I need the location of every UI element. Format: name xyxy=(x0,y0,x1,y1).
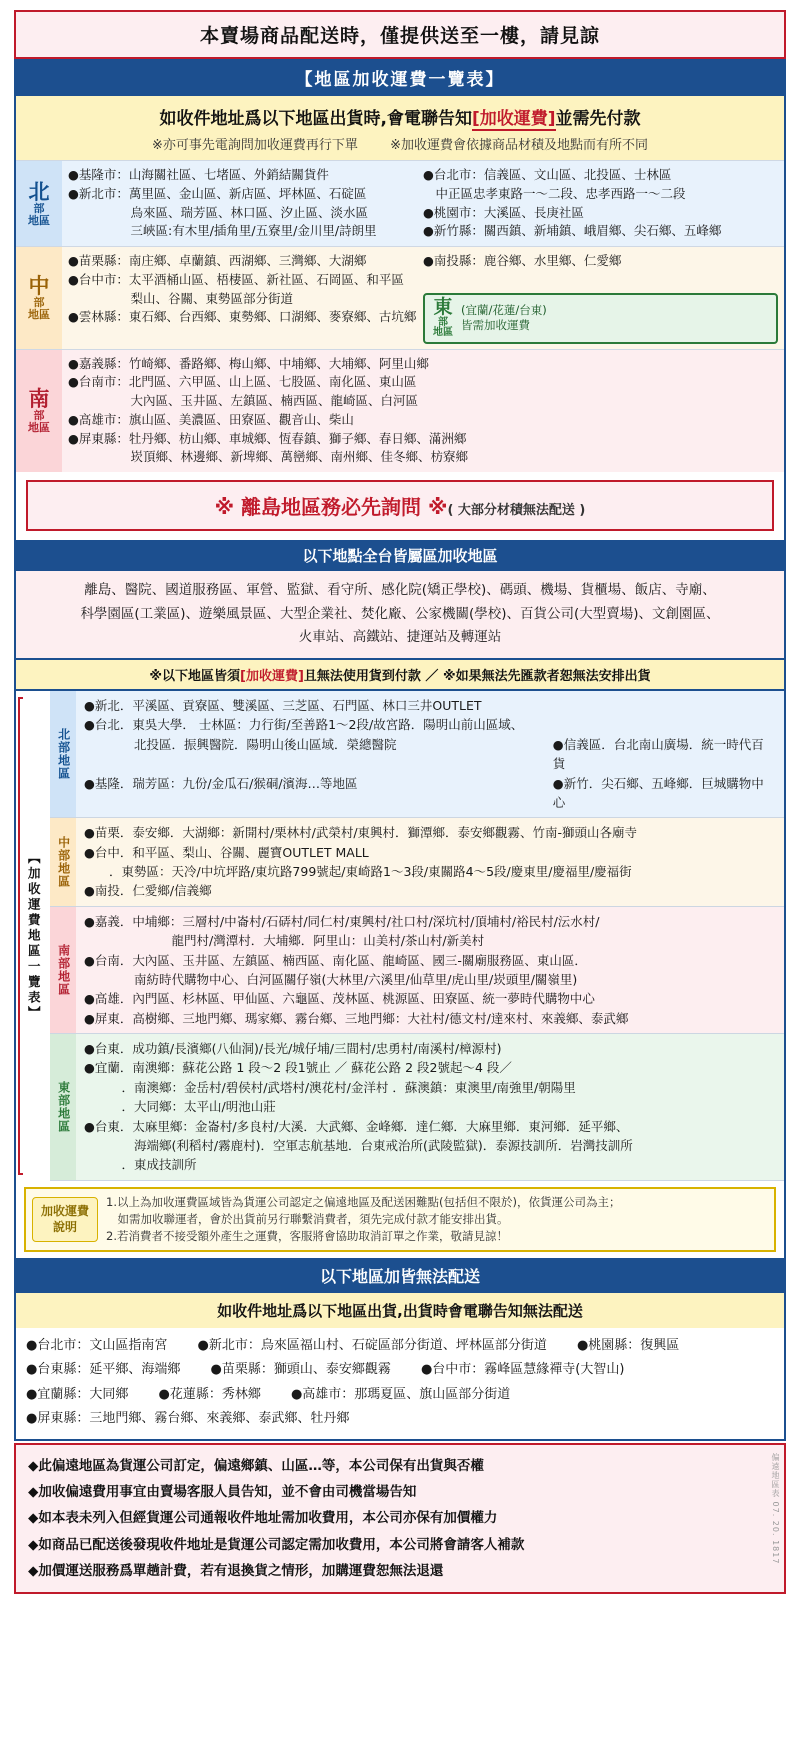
nodeliver-cell: ●桃園縣：復興區 xyxy=(576,1338,680,1354)
east-line-2: 皆需加收運費 xyxy=(461,318,530,333)
bracket-label-wrap xyxy=(16,691,50,1181)
list-item: ．大同鄉：太平山/明池山莊 xyxy=(84,1099,276,1115)
nodeliver-cell: ●宜蘭縣：大同鄉 xyxy=(26,1386,129,1402)
explanation-text xyxy=(106,1194,620,1246)
all-surcharge-list xyxy=(16,571,784,658)
list-item: 2.若消費者不接受額外產生之運費，客服將會協助取消訂單之作業，敬請見諒！ xyxy=(106,1229,508,1244)
region-central-right xyxy=(423,252,778,344)
list-item: ◆如商品已配送後發現收件地址是貨運公司認定需加收費用，本公司將會請客人補款 xyxy=(28,1536,525,1553)
bracket-label: 【加收運費地區一覽表】 xyxy=(26,850,42,1022)
list-item: ●台中市：太平酒桶山區、梧棲區、新社區、石岡區、和平區 xyxy=(68,271,404,287)
list-item: ●屏東．高樹鄉、三地門鄉、瑪家鄉、霧台鄉、三地門鄉：大社村/德文村/達來村、來義鄉、泰武鄉 xyxy=(84,1010,629,1026)
explanation-tag-line2: 說明 xyxy=(52,1219,77,1234)
section-body-south xyxy=(76,907,784,1033)
east-tag-char: 東 xyxy=(433,295,453,318)
east-region-text xyxy=(461,303,547,334)
surcharge-explanation xyxy=(24,1187,776,1253)
list-item: ●桃園市：大溪區、長庚社區 xyxy=(423,204,584,220)
region-tag-north-char: 北 xyxy=(28,179,50,204)
main-headline-band xyxy=(16,96,784,160)
section-row-south xyxy=(50,907,784,1034)
list-item xyxy=(84,715,776,734)
section-row-central xyxy=(50,818,784,907)
list-item: 海端鄉(利稻村/霧鹿村)．空軍志航基地．台東戒治所(武陵監獄)．泰源技訓所．岩灣技訓所 xyxy=(84,1137,633,1153)
main-subnotes xyxy=(20,129,780,156)
list-item: ●高雄市：旗山區、美濃區、田寮區、觀音山、柴山 xyxy=(68,411,354,427)
region-tag-north xyxy=(16,161,62,246)
sub-note-2: ※加收運費會依據商品材積及地點而有所不同 xyxy=(390,138,648,153)
list-item: ◆加收偏遠費用事宜由賣場客服人員告知，並不會由司機當場告知 xyxy=(28,1483,417,1500)
list-item: ●苗栗．泰安鄉．大湖鄉：新開村/栗林村/武榮村/東興村．獅潭鄉．泰安鄉觀霧、竹南-獅頭山各廟寺 xyxy=(84,825,638,841)
list-item xyxy=(26,1407,774,1431)
list-item: ●南投．仁愛鄉/信義鄉 xyxy=(84,883,212,899)
list-item: 梨山、谷關、東勢區部分街道 xyxy=(68,290,294,306)
section-line: ●基隆．瑞芳區：九份/金瓜石/猴硐/濱海…等地區 xyxy=(84,775,358,791)
list-item xyxy=(84,696,776,715)
region-north-right xyxy=(423,166,778,241)
section-body-north xyxy=(76,691,784,817)
list-item: 中正區忠孝東路一～二段、忠孝西路一～二段 xyxy=(423,185,686,201)
east-tag-sub1: 部 xyxy=(438,316,448,328)
headline-post: 並需先付款 xyxy=(555,109,641,129)
list-item: ●台東．成功鎮/長濱鄉(八仙洞)/長光/城仔埔/三間村/忠勇村/南溪村/樟源村) xyxy=(84,1041,502,1057)
detailed-surcharge-section xyxy=(16,691,784,1181)
region-tag-central-sub1: 部 xyxy=(33,296,45,310)
version-stamp: 偏遠地區表 07. 20. 1817 xyxy=(771,1452,780,1565)
region-north-left xyxy=(68,166,423,241)
list-item: ●新竹縣：關西鎮、新埔鎮、峨眉鄉、尖石鄉、五峰鄉 xyxy=(423,223,722,239)
region-tag-south-sub1: 部 xyxy=(33,409,45,423)
list-item: ．東成技訓所 xyxy=(84,1157,197,1173)
region-row-central xyxy=(16,246,784,349)
east-region-box xyxy=(423,293,778,344)
region-central-left xyxy=(68,252,423,344)
section-line: 北投區．振興醫院．陽明山後山區域．榮總醫院 xyxy=(84,736,397,752)
section-line: ●新北．平溪區、貢寮區、雙溪區、三芝區、石門區、林口三井OUTLET xyxy=(84,698,482,714)
nodeliver-cell: ●苗栗縣：獅頭山、泰安鄉觀霧 xyxy=(210,1362,391,1378)
region-tag-central-sub2: 地區 xyxy=(28,307,50,321)
nodeliver-cell: ●花蓮縣：秀林鄉 xyxy=(158,1386,261,1402)
region-tag-north-sub2: 地區 xyxy=(28,213,50,227)
island-warning xyxy=(26,480,774,531)
prepay-post: 且無法使用貨到付款 ／ ※如果無法先匯款者恕無法安排出貨 xyxy=(303,669,651,685)
section-row-north xyxy=(50,691,784,818)
list-item: ●屏東縣：牡丹鄉、枋山鄉、車城鄉、恆春鎮、獅子鄉、春日鄉、滿洲鄉 xyxy=(68,430,467,446)
region-row-south xyxy=(16,349,784,473)
list-item: ●台中．和平區、梨山、谷關、麗寶OUTLET MALL xyxy=(84,844,369,860)
explanation-tag-line1: 加收運費 xyxy=(40,1203,89,1218)
east-region-tag xyxy=(433,295,453,339)
main-title: 【地區加收運費一覽表】 xyxy=(16,59,784,96)
detailed-sections xyxy=(50,691,784,1181)
list-item xyxy=(26,1358,774,1382)
east-tag-sub2: 地區 xyxy=(433,327,453,339)
list-item: 烏來區、瑞芳區、林口區、汐止區、淡水區 xyxy=(68,204,369,220)
list-item: ．南澳鄉：金岳村/碧侯村/武塔村/澳花村/金洋村 ．蘇澳鎮：東澳里/南強里/朝陽里 xyxy=(84,1079,576,1095)
prepay-highlight: [加收運費] xyxy=(240,669,304,685)
sub-note-1: ※亦可事先電詢問加收運費再行下單 xyxy=(152,138,358,153)
region-tag-south xyxy=(16,350,62,473)
east-line-1: (宜蘭/花蓮/台東) xyxy=(461,302,547,317)
list-item: ◆如本表未列入但經貨運公司通報收件地址需加收費用，本公司亦保有加價權力 xyxy=(28,1510,498,1527)
nodeliver-cell: ●屏東縣：三地門鄉、霧台鄉、來義鄉、泰武鄉、牡丹鄉 xyxy=(26,1410,350,1426)
list-item: ●嘉義．中埔鄉：三層村/中崙村/石硦村/同仁村/東興村/社口村/深坑村/頂埔村/裕民村/沄水村/ xyxy=(84,913,600,929)
list-item: ●基隆市：山海關社區、七堵區、外銷結關貨件 xyxy=(68,167,329,182)
prepay-pre: ※以下地區皆須 xyxy=(149,669,241,685)
headline-highlight: [加收運費] xyxy=(471,109,556,129)
list-item: ●苗栗縣：南庄鄉、卓蘭鎮、西湖鄉、三灣鄉、大湖鄉 xyxy=(68,253,367,268)
region-list xyxy=(16,160,784,472)
all-surcharge-band: 以下地點全台皆屬區加收地區 xyxy=(16,540,784,571)
nodeliver-cell: ●台中市：霧峰區慧緣禪寺(大智山) xyxy=(420,1362,625,1378)
section-line: ●台北．東吳大學． 士林區：力行街/至善路1～2段/故宮路．陽明山前山區域、 xyxy=(84,717,524,733)
list-item xyxy=(26,1334,774,1358)
region-body-south xyxy=(62,350,784,473)
nodeliver-cell: ●台北市：文山區指南宮 xyxy=(26,1338,168,1354)
list-item: ●高雄．內門區、杉林區、甲仙區、六龜區、茂林區、桃源區、田寮區、統一夢時代購物中心 xyxy=(84,991,595,1007)
final-notes xyxy=(14,1443,786,1595)
section-body-east xyxy=(76,1034,784,1180)
list-item: ●宜蘭．南澳鄉：蘇花公路 1 段～2 段1號止 ／ 蘇花公路 2 段2號起～4 段／ xyxy=(84,1060,512,1076)
region-tag-north-sub1: 部 xyxy=(33,201,45,215)
list-item: 1.以上為加收運費區域皆為貨運公司認定之偏遠地區及配送困難點(包括但不限於)，依貨運公司為主； xyxy=(106,1194,621,1209)
section-tag-north: 北部地區 xyxy=(50,691,76,817)
region-tag-central xyxy=(16,247,62,349)
list-item: 火車站、高鐵站、捷運站及轉運站 xyxy=(298,629,502,646)
list-item: ●嘉義縣：竹崎鄉、番路鄉、梅山鄉、中埔鄉、大埔鄉、阿里山鄉 xyxy=(68,355,429,371)
section-tag-east: 東部地區 xyxy=(50,1034,76,1180)
list-item: ●台北市：信義區、文山區、北投區、士林區 xyxy=(423,167,672,182)
section-line-right: ●新竹．尖石鄉、五峰鄉．巨城購物中心 xyxy=(552,775,764,810)
list-item: ●台南市：北門區、六甲區、山上區、七股區、南化區、東山區 xyxy=(68,374,417,390)
nodeliver-list xyxy=(16,1328,784,1438)
list-item: 如需加收聯運者，會於出貨前另行聯繫消費者，須先完成付款才能安排出貨。 xyxy=(106,1211,509,1226)
list-item xyxy=(26,1383,774,1407)
list-item: 南紡時代購物中心、白河區關仔嶺(大林里/六溪里/仙草里/虎山里/崁頭里/關嶺里) xyxy=(84,971,578,987)
list-item: ．東勢區：天冷/中坑坪路/東坑路799號起/東崎路1～3段/東關路4～5段/慶東里/慶福里/慶福街 xyxy=(84,864,632,880)
section-row-east xyxy=(50,1034,784,1181)
prepay-warning-band xyxy=(16,658,784,691)
list-item xyxy=(84,735,776,774)
island-warning-small: ( 大部分材積無法配送 ) xyxy=(447,503,586,519)
nodeliver-subtitle: 如收件地址爲以下地區出貨,出貨時會電聯告知無法配送 xyxy=(16,1293,784,1328)
section-tag-south: 南部地區 xyxy=(50,907,76,1033)
list-item: ◆加價運送服務爲單趟計費，若有退換貨之情形，加購運費恕無法退還 xyxy=(28,1562,444,1579)
region-tag-central-char: 中 xyxy=(28,274,50,299)
nodeliver-cell: ●高雄市：那瑪夏區、旗山區部分街道 xyxy=(290,1386,511,1402)
region-body-north xyxy=(62,161,784,246)
island-warning-main: ※ 離島地區務必先詢問 ※ xyxy=(214,495,448,520)
list-item: 離島、醫院、國道服務區、軍營、監獄、看守所、感化院(矯正學校)、碼頭、機場、貨櫃場、飯店、寺廟、 xyxy=(84,582,716,599)
explanation-tag xyxy=(32,1197,98,1242)
region-tag-south-char: 南 xyxy=(28,387,50,412)
list-item: 三峽區:有木里/插角里/五寮里/金川里/詩朗里 xyxy=(68,223,377,239)
section-body-central xyxy=(76,818,784,906)
list-item: ●台東．太麻里鄉：金崙村/多良村/大溪．大武鄉、金峰鄉．達仁鄉．大麻里鄉．東河鄉．延平鄉、 xyxy=(84,1118,629,1134)
nodeliver-cell: ●新北市：烏來區福山村、石碇區部分街道、坪林區部分街道 xyxy=(197,1338,547,1354)
list-item: 崁頂鄉、林邊鄉、新埤鄉、萬巒鄉、南州鄉、佳冬鄉、枋寮鄉 xyxy=(68,449,469,465)
section-line-right: ●信義區．台北南山廣場．統一時代百貨 xyxy=(552,736,764,772)
list-item: ●台南．大內區、玉井區、左鎮區、楠西區、南化區、龍崎區、國三-關廟服務區、東山區． xyxy=(84,952,587,968)
list-item: 科學園區(工業區)、遊樂風景區、大型企業社、焚化廠、公家機關(學校)、百貨公司(大型賣場)、文創園區、 xyxy=(80,605,720,622)
nodeliver-cell: ●台東縣：延平鄉、海端鄉 xyxy=(26,1362,181,1378)
list-item: ●雲林縣：東石鄉、台西鄉、東勢鄉、口湖鄉、麥寮鄉、古坑鄉 xyxy=(68,309,417,325)
main-surcharge-table xyxy=(14,59,786,1441)
top-notice: 本賣場商品配送時，僅提供送至一樓，請見諒 xyxy=(14,10,786,59)
region-row-north xyxy=(16,160,784,246)
list-item xyxy=(84,774,776,813)
section-tag-central: 中部地區 xyxy=(50,818,76,906)
region-tag-south-sub2: 地區 xyxy=(28,420,50,434)
list-item: ●南投縣：鹿谷鄉、水里鄉、仁愛鄉 xyxy=(423,253,622,268)
headline-pre: 如收件地址爲以下地區出貨時,會電聯告知 xyxy=(159,109,472,129)
list-item: 大內區、玉井區、左鎮區、楠西區、龍崎區、白河區 xyxy=(68,393,419,409)
list-item: 龍門村/灣潭村．大埔鄉．阿里山：山美村/茶山村/新美村 xyxy=(84,933,485,949)
region-body-central xyxy=(62,247,784,349)
bracket-shape xyxy=(18,697,23,1175)
nodeliver-band: 以下地區加皆無法配送 xyxy=(16,1258,784,1293)
list-item: ●新北市：萬里區、金山區、新店區、坪林區、石碇區 xyxy=(68,185,367,201)
main-headline xyxy=(20,104,780,129)
list-item: ◆此偏遠地區為貨運公司訂定，偏遠鄉鎮、山區…等，本公司保有出貨與否權 xyxy=(28,1457,484,1474)
